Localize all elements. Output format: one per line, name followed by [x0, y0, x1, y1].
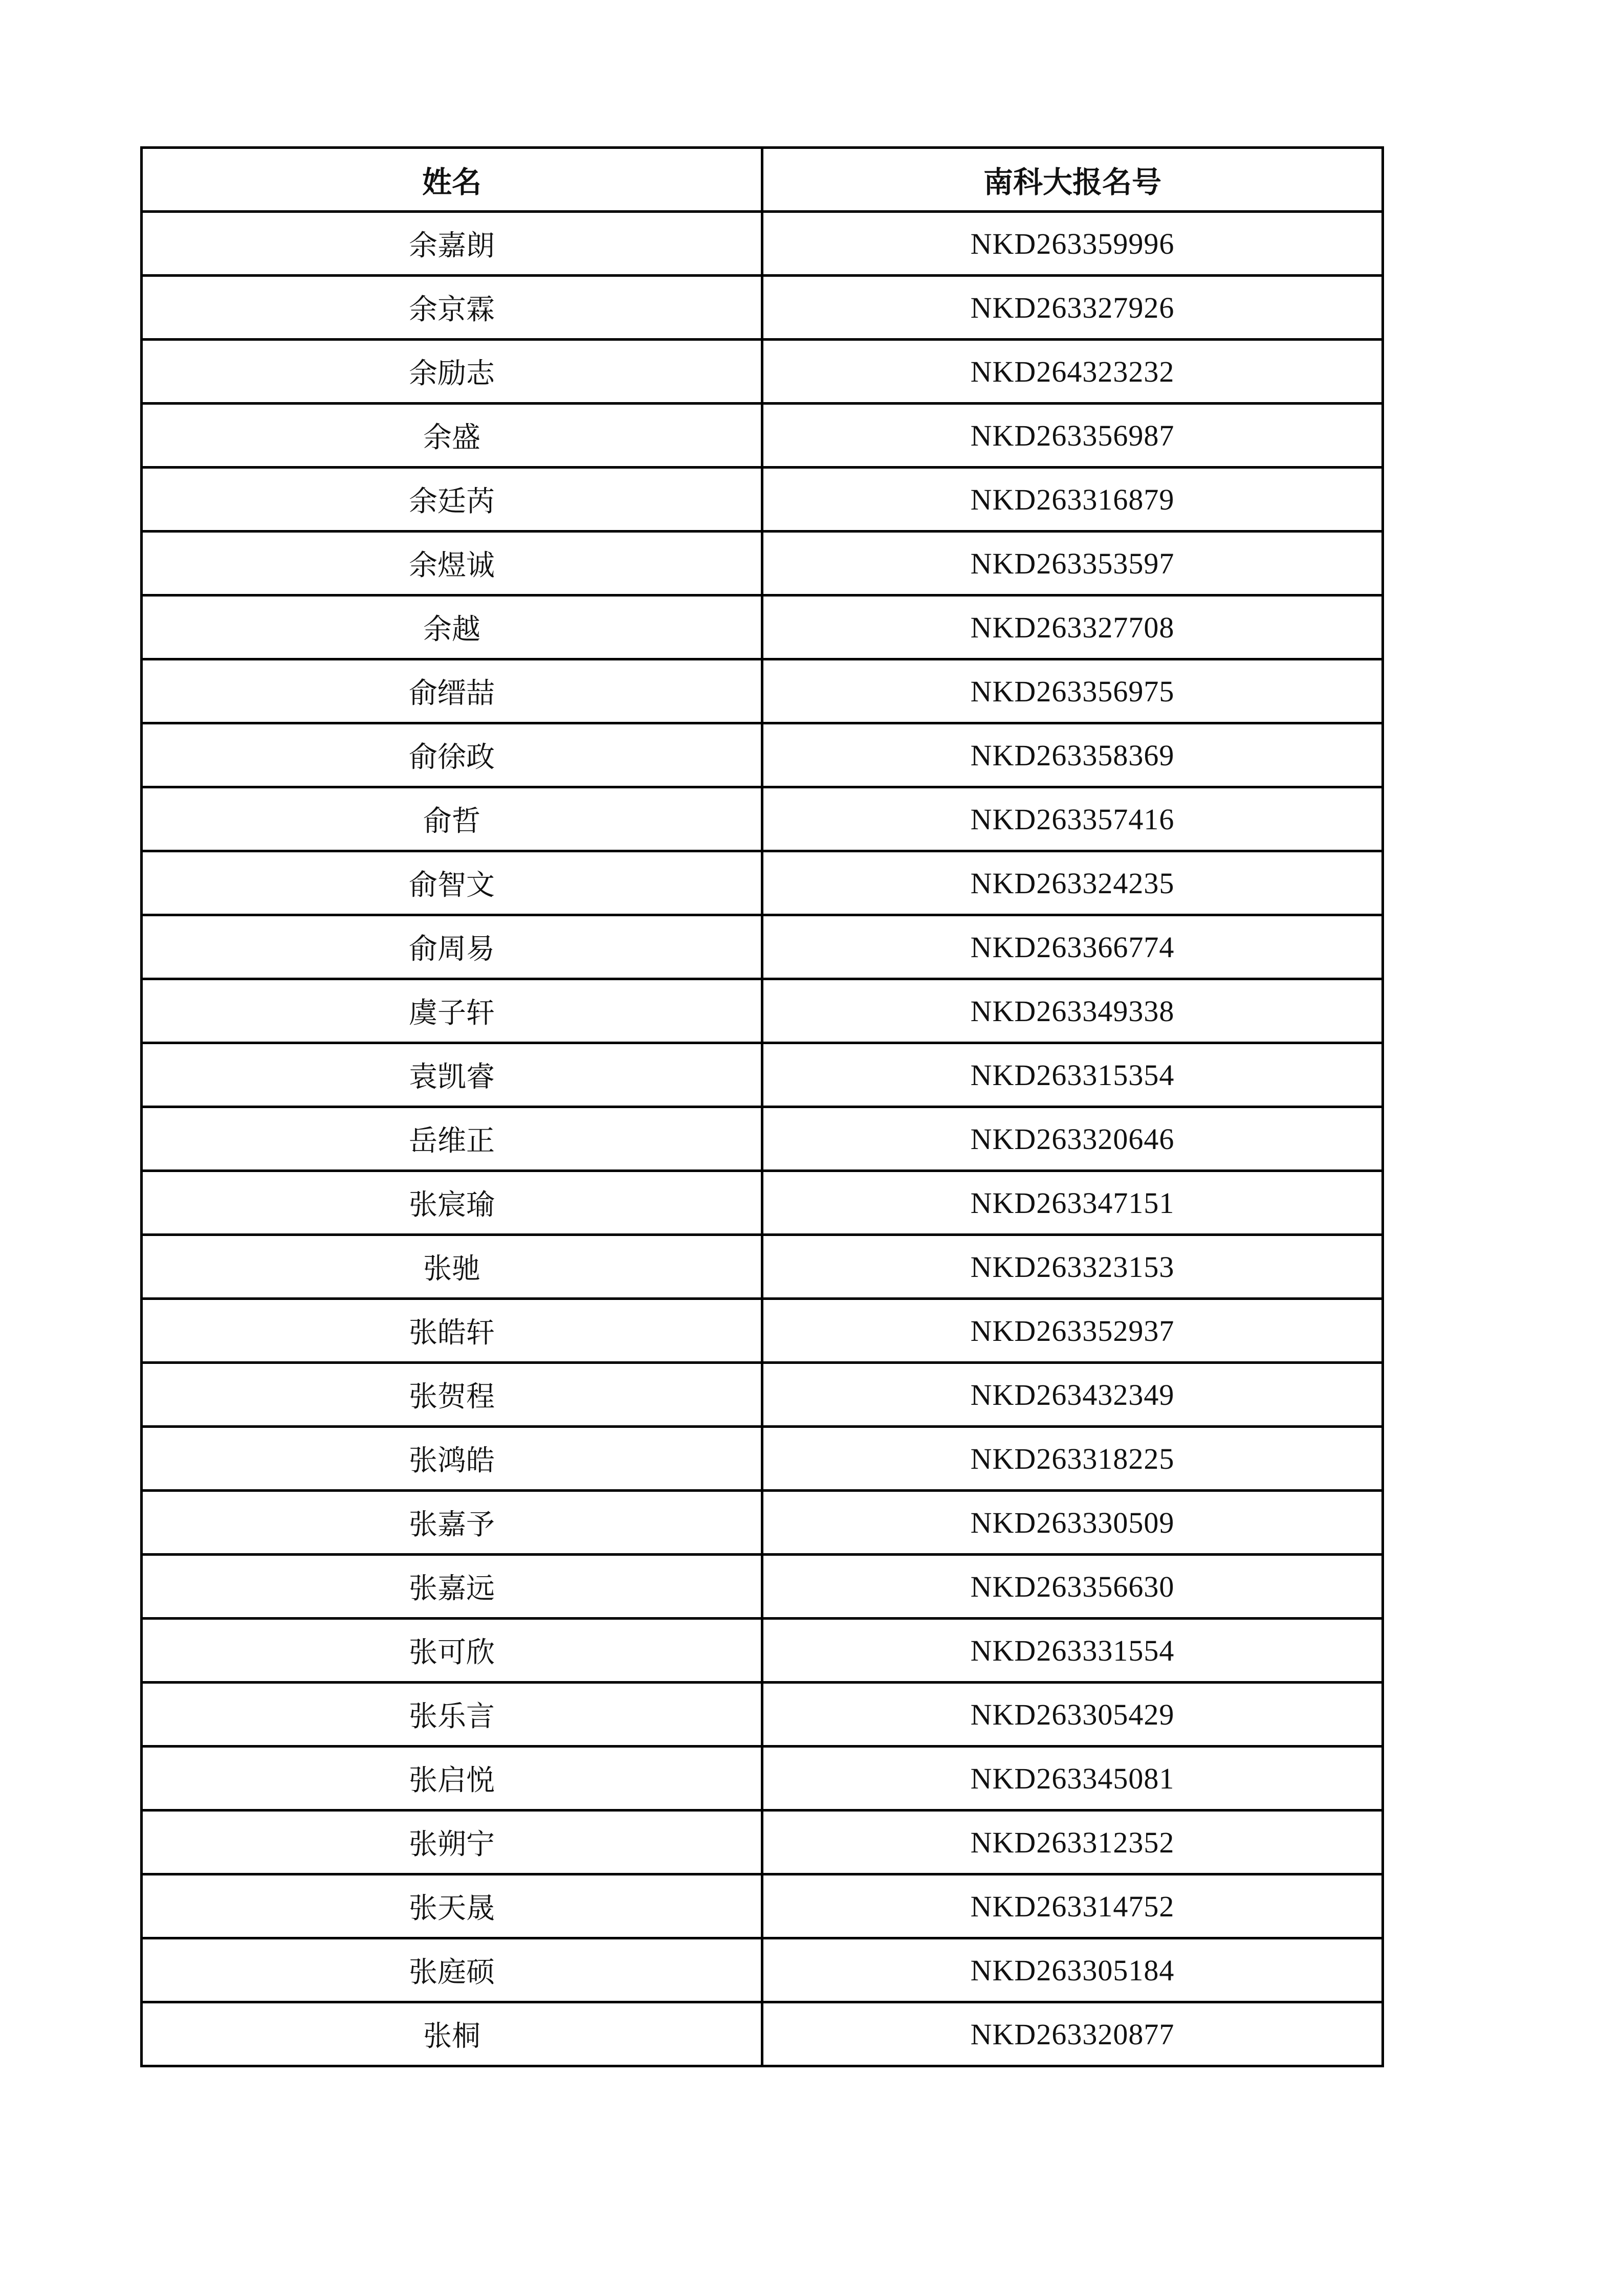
name-cell: 张乐言 [142, 1683, 762, 1747]
name-cell: 张天晟 [142, 1874, 762, 1938]
registration-number-cell: NKD263330509 [762, 1491, 1383, 1555]
registration-number-cell: NKD263314752 [762, 1874, 1383, 1938]
name-cell: 张皓轩 [142, 1299, 762, 1363]
column-header-name: 姓名 [142, 148, 762, 212]
registration-number-cell: NKD263327926 [762, 276, 1383, 340]
name-cell: 张嘉予 [142, 1491, 762, 1555]
registration-number-cell: NKD263305184 [762, 1938, 1383, 2002]
name-cell: 余廷芮 [142, 468, 762, 532]
registration-number-cell: NKD263353597 [762, 532, 1383, 595]
registration-number-cell: NKD263352937 [762, 1299, 1383, 1363]
table-row [142, 1299, 1383, 1363]
name-cell: 虞子轩 [142, 979, 762, 1043]
registration-number-cell: NKD263331554 [762, 1619, 1383, 1683]
name-cell: 余煜诚 [142, 532, 762, 595]
name-cell: 俞智文 [142, 851, 762, 915]
registration-number-cell: NKD263432349 [762, 1363, 1383, 1427]
table-row [142, 212, 1383, 276]
name-cell: 余越 [142, 595, 762, 659]
name-cell: 俞周易 [142, 915, 762, 979]
table-row [142, 787, 1383, 851]
registration-number-cell: NKD263318225 [762, 1427, 1383, 1491]
table-row [142, 1043, 1383, 1107]
registration-number-cell: NKD263323153 [762, 1235, 1383, 1299]
registration-number-cell: NKD263312352 [762, 1811, 1383, 1874]
table-row [142, 1171, 1383, 1235]
name-cell: 张嘉远 [142, 1555, 762, 1619]
name-cell: 张宸瑜 [142, 1171, 762, 1235]
name-cell: 张鸿皓 [142, 1427, 762, 1491]
table-row [142, 340, 1383, 404]
name-cell: 余盛 [142, 404, 762, 468]
name-cell: 张启悦 [142, 1747, 762, 1811]
name-cell: 余京霖 [142, 276, 762, 340]
registration-number-cell: NKD263316879 [762, 468, 1383, 532]
table-row [142, 595, 1383, 659]
name-cell: 余励志 [142, 340, 762, 404]
registration-number-cell: NKD263305429 [762, 1683, 1383, 1747]
table-row [142, 723, 1383, 787]
table-row [142, 851, 1383, 915]
table-row [142, 1683, 1383, 1747]
table-row [142, 1235, 1383, 1299]
name-cell: 张桐 [142, 2002, 762, 2066]
table-row [142, 1555, 1383, 1619]
registration-number-cell: NKD263356987 [762, 404, 1383, 468]
registration-table [140, 146, 1384, 2067]
table-row [142, 532, 1383, 595]
registration-number-cell: NKD263359996 [762, 212, 1383, 276]
registration-number-cell: NKD263356630 [762, 1555, 1383, 1619]
table-row [142, 1938, 1383, 2002]
registration-number-cell: NKD263345081 [762, 1747, 1383, 1811]
name-cell: 袁凯睿 [142, 1043, 762, 1107]
table-row [142, 468, 1383, 532]
registration-number-cell: NKD264323232 [762, 340, 1383, 404]
table-row [142, 1811, 1383, 1874]
table-row [142, 1491, 1383, 1555]
table-row [142, 1619, 1383, 1683]
name-cell: 张贺程 [142, 1363, 762, 1427]
name-cell: 张驰 [142, 1235, 762, 1299]
table-row [142, 659, 1383, 723]
table-row [142, 1427, 1383, 1491]
table-row [142, 2002, 1383, 2066]
registration-number-cell: NKD263347151 [762, 1171, 1383, 1235]
table-row [142, 1363, 1383, 1427]
table-row [142, 276, 1383, 340]
registration-number-cell: NKD263356975 [762, 659, 1383, 723]
name-cell: 张可欣 [142, 1619, 762, 1683]
table-body [142, 212, 1383, 2066]
registration-number-cell: NKD263366774 [762, 915, 1383, 979]
table-row [142, 1874, 1383, 1938]
name-cell: 俞缙喆 [142, 659, 762, 723]
name-cell: 余嘉朗 [142, 212, 762, 276]
registration-number-cell: NKD263320877 [762, 2002, 1383, 2066]
table-row [142, 979, 1383, 1043]
registration-number-cell: NKD263320646 [762, 1107, 1383, 1171]
registration-number-cell: NKD263324235 [762, 851, 1383, 915]
name-cell: 张朔宁 [142, 1811, 762, 1874]
table-row [142, 1107, 1383, 1171]
registration-number-cell: NKD263315354 [762, 1043, 1383, 1107]
name-cell: 俞徐政 [142, 723, 762, 787]
registration-number-cell: NKD263349338 [762, 979, 1383, 1043]
name-cell: 俞哲 [142, 787, 762, 851]
name-cell: 岳维正 [142, 1107, 762, 1171]
table-row [142, 1747, 1383, 1811]
registration-number-cell: NKD263327708 [762, 595, 1383, 659]
registration-number-cell: NKD263357416 [762, 787, 1383, 851]
name-cell: 张庭硕 [142, 1938, 762, 2002]
column-header-registration-number: 南科大报名号 [762, 148, 1383, 212]
table-header-row [142, 148, 1383, 212]
registration-number-cell: NKD263358369 [762, 723, 1383, 787]
table-row [142, 915, 1383, 979]
table-row [142, 404, 1383, 468]
